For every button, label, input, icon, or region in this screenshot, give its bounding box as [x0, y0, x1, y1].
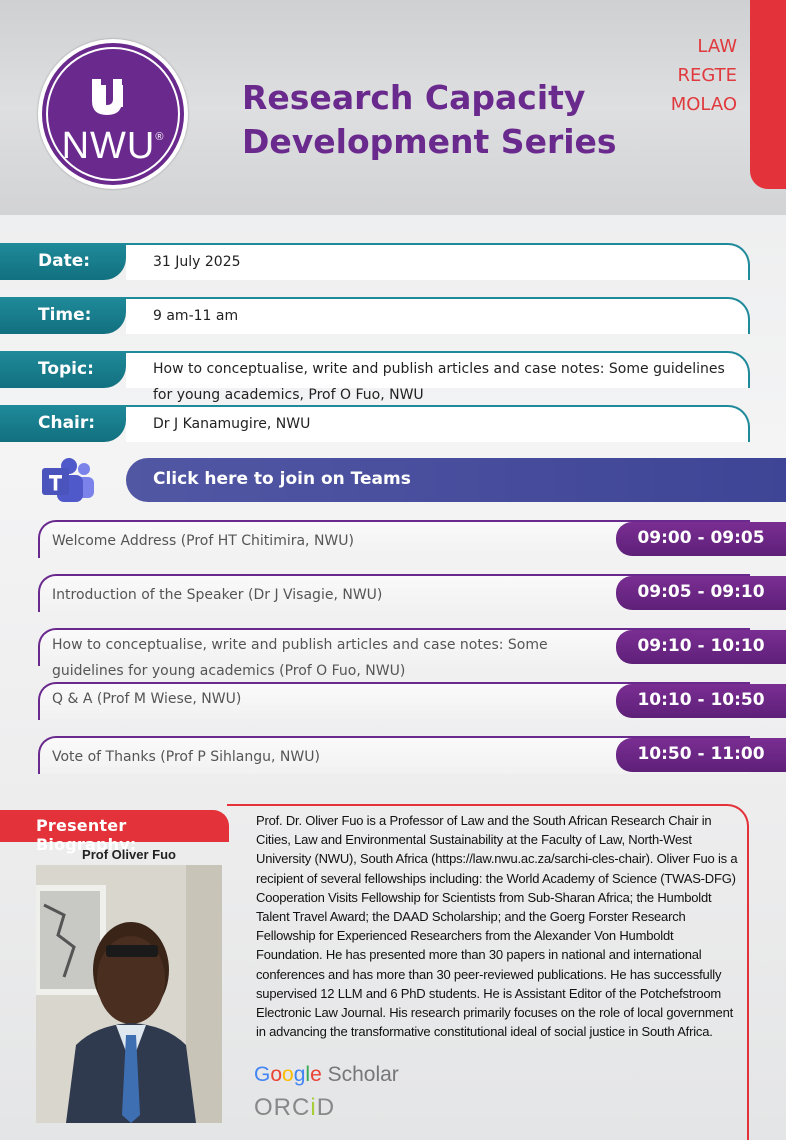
orcid-link[interactable]: ORCiD [254, 1094, 336, 1121]
nwu-emblem-icon [91, 75, 135, 121]
lang-law: LAW [697, 36, 737, 57]
red-accent-tab [750, 0, 786, 189]
programme-item-text: Vote of Thanks (Prof P Sihlangu, NWU) [52, 749, 320, 765]
bio-text: Prof. Dr. Oliver Fuo is a Professor of Law and the South African Research Chair in Cities, Law and Environmental Sustainability at the Faculty of Law, North-West University (NWU), South Africa (https://law.nwu.ac.za/sarchi-cles-chair). Oliver Fuo is a recipient of several fellowships including: the World Academy of Science (TWAS-DFG) Cooperation Visits Fellowship for Scientists from Sub-Sharan Africa; the Humboldt Talent Travel Award; the DAAD Scholarship; and the Goerg Forster Research Fellowship for Experienced Researchers from the Alexander Von Humboldt Foundation. He has presented more than 30 papers in national and international conferences and has more than 30 peer-reviewed publications. He has successfully supervised 12 LLM and 6 PhD students. He is Assistant Editor of the Potchefstroom Electronic Law Journal. His research primarily focuses on the role of local government in advancing the transformative constitutional ideal of social justice in South Africa. [256, 813, 738, 1040]
nwu-logo [38, 39, 188, 189]
topic-label: Topic: [0, 351, 126, 388]
programme-item-text: How to conceptualise, write and publish articles and case notes: Some guidelines for young academics (Prof O Fuo, NWU) [52, 637, 548, 679]
chair-value: Dr J Kanamugire, NWU [153, 416, 311, 432]
lang-regte: REGTE [677, 65, 737, 86]
programme-item-time: 09:10 - 10:10 [616, 630, 786, 664]
google-scholar-link[interactable]: Google Scholar [254, 1063, 399, 1086]
programme-item-text: Welcome Address (Prof HT Chitimira, NWU) [52, 533, 354, 549]
programme-item [38, 628, 765, 679]
teams-icon[interactable] [40, 458, 96, 504]
date-value: 31 July 2025 [153, 254, 241, 270]
presenter-photo [36, 865, 222, 1123]
lang-molao: MOLAO [670, 94, 737, 115]
programme-item-text: Introduction of the Speaker (Dr J Visagie, NWU) [52, 587, 383, 603]
programme-item [38, 736, 765, 774]
topic-value: How to conceptualise, write and publish articles and case notes: Some guidelines for young academics, Prof O Fuo, NWU [153, 361, 725, 403]
join-teams-button[interactable]: Click here to join on Teams [126, 458, 786, 502]
series-title: Research Capacity Development Series [242, 78, 617, 161]
time-value: 9 am-11 am [153, 308, 239, 324]
programme-item [38, 520, 765, 558]
date-label: Date: [0, 243, 126, 280]
programme-item [38, 574, 765, 612]
programme-item [38, 682, 765, 720]
time-label: Time: [0, 297, 126, 334]
chair-label: Chair: [0, 405, 126, 442]
presenter-name: Prof Oliver Fuo [82, 847, 176, 862]
logo-text: NWU® [61, 125, 165, 167]
programme-item-time: 09:05 - 09:10 [616, 576, 786, 610]
bio-heading: Presenter Biography: [0, 810, 229, 842]
language-list [671, 32, 737, 119]
programme-item-time: 10:50 - 11:00 [616, 738, 786, 772]
programme-item-time: 10:10 - 10:50 [616, 684, 786, 718]
programme-item-time: 09:00 - 09:05 [616, 522, 786, 556]
programme-item-text: Q & A (Prof M Wiese, NWU) [52, 691, 242, 707]
